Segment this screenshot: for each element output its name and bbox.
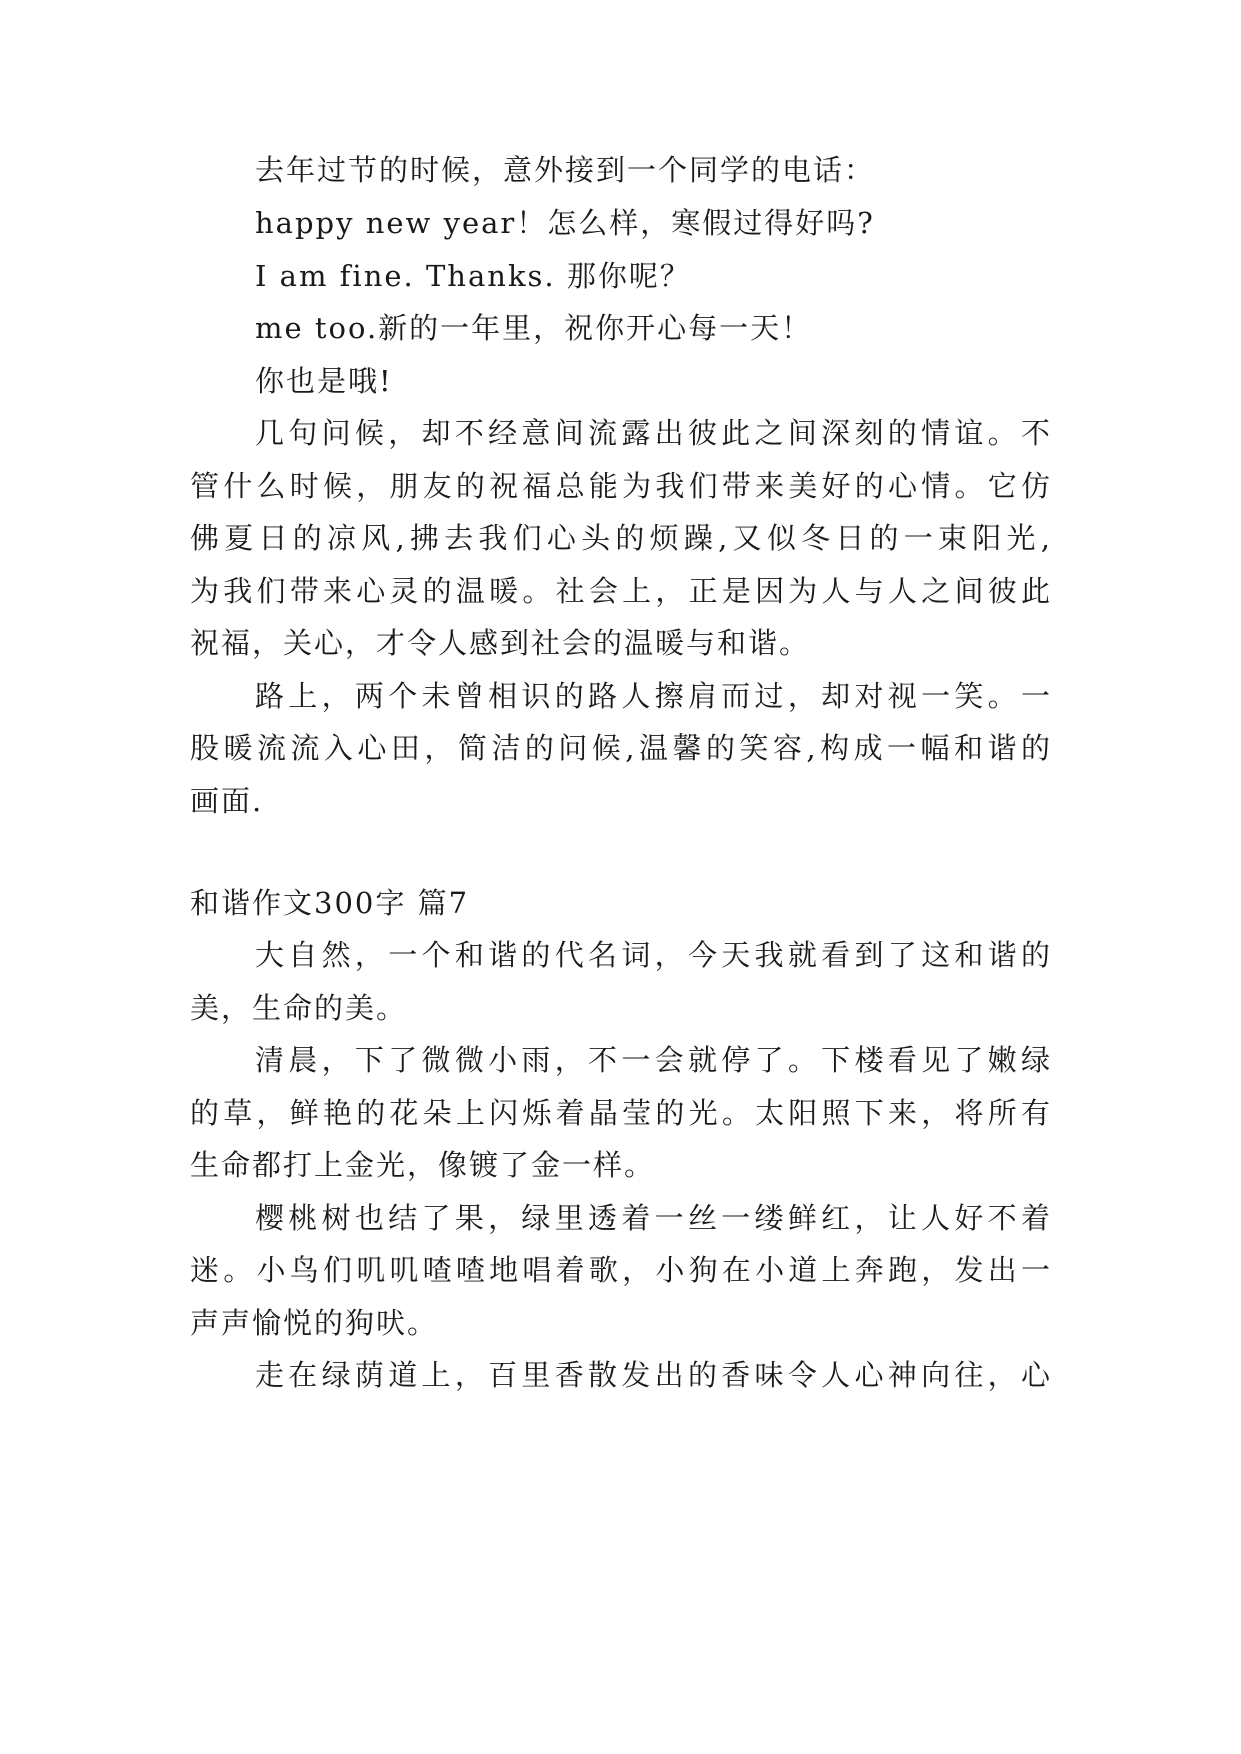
paragraph-line: 佛夏日的凉风,拂去我们心头的烦躁,又似冬日的一束阳光, (190, 521, 1052, 555)
paragraph-line: 清晨，下了微微小雨，不一会就停了。下楼看见了嫩绿 (255, 1043, 1052, 1077)
paragraph-line: 的草，鲜艳的花朵上闪烁着晶莹的光。太阳照下来，将所有 (190, 1096, 1052, 1130)
paragraph-line: 生命都打上金光，像镀了金一样。 (190, 1148, 656, 1182)
paragraph-line: happy new year！怎么样，寒假过得好吗? (255, 206, 875, 240)
paragraph-line: 画面. (190, 784, 264, 818)
paragraph-line: 管什么时候，朋友的祝福总能为我们带来美好的心情。它仿 (190, 469, 1052, 503)
paragraph-line: 走在绿荫道上，百里香散发出的香味令人心神向往，心 (255, 1358, 1052, 1392)
paragraph-line: 祝福，关心，才令人感到社会的温暖与和谐。 (190, 626, 811, 660)
paragraph-line: 你也是哦! (255, 364, 393, 398)
paragraph-line: me too.新的一年里，祝你开心每一天！ (255, 311, 813, 345)
paragraph-line: I am fine. Thanks. 那你呢？ (255, 259, 691, 293)
paragraph-line: 股暖流流入心田，简洁的问候,温馨的笑容,构成一幅和谐的 (190, 731, 1052, 765)
paragraph-line: 声声愉悦的狗吠。 (190, 1306, 439, 1340)
paragraph-line: 美，生命的美。 (190, 991, 408, 1025)
paragraph-line: 大自然，一个和谐的代名词，今天我就看到了这和谐的 (255, 938, 1052, 972)
section-heading: 和谐作文300字 篇7 (190, 886, 470, 920)
paragraph-line: 樱桃树也结了果，绿里透着一丝一缕鲜红，让人好不着 (255, 1201, 1052, 1235)
paragraph-line: 几句问候，却不经意间流露出彼此之间深刻的情谊。不 (255, 416, 1052, 450)
paragraph-line: 迷。小鸟们叽叽喳喳地唱着歌，小狗在小道上奔跑，发出一 (190, 1253, 1052, 1287)
paragraph-line: 去年过节的时候，意外接到一个同学的电话： (255, 153, 876, 187)
paragraph-line: 路上，两个未曾相识的路人擦肩而过，却对视一笑。一 (255, 679, 1052, 713)
paragraph-line: 为我们带来心灵的温暖。社会上，正是因为人与人之间彼此 (190, 574, 1052, 608)
